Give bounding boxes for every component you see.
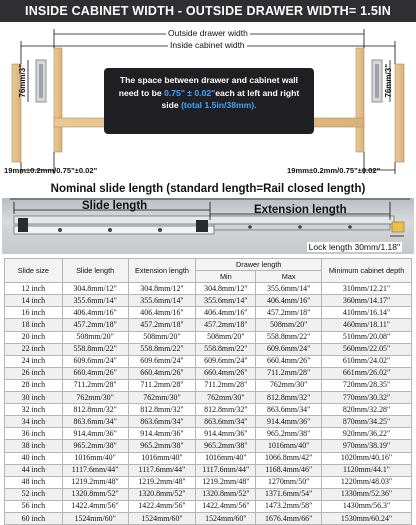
table-cell: 1320.8mm/52": [62, 488, 128, 500]
table-cell: 1422.4mm/56": [196, 500, 256, 512]
table-cell: 406.4mm/16": [256, 295, 322, 307]
table-cell: 12 inch: [5, 283, 63, 295]
extension-length-label: Extension length: [254, 204, 347, 216]
nominal-length-label: Nominal slide length (standard length=Rail closed length): [50, 183, 366, 195]
table-cell: 36 inch: [5, 428, 63, 440]
table-cell: 914.4mm/36": [196, 428, 256, 440]
table-cell: 1330mm/52.36": [322, 488, 412, 500]
table-cell: 1117.6mm/44": [62, 464, 128, 476]
cabinet-diagram: [0, 22, 416, 180]
header-drawer-length: Drawer length: [196, 259, 322, 271]
table-cell: 508mm/20": [256, 319, 322, 331]
table-cell: 609.6mm/24": [196, 355, 256, 367]
table-cell: 1016mm/40": [62, 452, 128, 464]
header-extension-length: Extension length: [128, 259, 196, 283]
table-cell: 711.2mm/28": [256, 367, 322, 379]
gap-callout: [104, 68, 314, 134]
table-cell: 812.8mm/32": [62, 404, 128, 416]
callout-line-3: side (total 1.5in/38mm).: [161, 100, 257, 110]
table-cell: 558.8mm/22": [128, 343, 196, 355]
table-cell: 1473.2mm/58": [256, 500, 322, 512]
table-cell: 38 inch: [5, 440, 63, 452]
drawer-right-side: [356, 48, 364, 152]
table-cell: 920mm/36.22": [322, 428, 412, 440]
header-min-cabinet-depth: Minimum cabinet depth: [322, 259, 412, 283]
table-cell: 863.6mm/34": [62, 416, 128, 428]
table-row: [5, 295, 412, 307]
table-cell: 1168.4mm/46": [256, 464, 322, 476]
table-cell: 52 inch: [5, 488, 63, 500]
table-cell: 870mm/34.25": [322, 416, 412, 428]
table-row: [5, 404, 412, 416]
table-row: [5, 319, 412, 331]
table-cell: 34 inch: [5, 416, 63, 428]
table-cell: 457.2mm/18": [256, 307, 322, 319]
table-cell: 457.2mm/18": [128, 319, 196, 331]
table-cell: 26 inch: [5, 367, 63, 379]
table-cell: 510mm/20.08": [322, 331, 412, 343]
left-height-label: 76mm/3": [18, 64, 27, 98]
table-cell: 762mm/30": [196, 392, 256, 404]
table-cell: 660.4mm/26": [196, 367, 256, 379]
header-drawer-max: Max: [256, 271, 322, 283]
table-cell: 20 inch: [5, 331, 63, 343]
table-cell: 762mm/30": [62, 392, 128, 404]
table-cell: 1524mm/60": [196, 512, 256, 524]
table-cell: 558.8mm/22": [256, 331, 322, 343]
table-cell: 812.8mm/32": [196, 404, 256, 416]
table-row: [5, 440, 412, 452]
table-body: [5, 283, 412, 525]
table-cell: 1220mm/48.03": [322, 476, 412, 488]
left-gap-label: 19mm±0.2mm/0.75"±0.02": [4, 166, 98, 175]
table-cell: 812.8mm/32": [128, 404, 196, 416]
table-cell: 558.8mm/22": [196, 343, 256, 355]
table-cell: 965.2mm/38": [128, 440, 196, 452]
table-cell: 965.2mm/38": [256, 428, 322, 440]
table-cell: 1524mm/60": [128, 512, 196, 524]
table-cell: 1117.6mm/44": [128, 464, 196, 476]
header-slide-length: Slide length: [62, 259, 128, 283]
table-cell: 24 inch: [5, 355, 63, 367]
slide-length-section: [0, 180, 416, 256]
table-cell: 355.6mm/14": [62, 295, 128, 307]
table-cell: 660.4mm/26": [128, 367, 196, 379]
table-row: [5, 392, 412, 404]
table-row: [5, 367, 412, 379]
table-cell: 1676.4mm/66": [256, 512, 322, 524]
table-cell: 48 inch: [5, 476, 63, 488]
table-cell: 660.4mm/26": [256, 355, 322, 367]
table-cell: 914.4mm/36": [256, 416, 322, 428]
table-cell: 610mm/24.02": [322, 355, 412, 367]
table-cell: 355.6mm/14": [256, 283, 322, 295]
table-row: [5, 355, 412, 367]
table-cell: 406.4mm/16": [196, 307, 256, 319]
table-row: [5, 379, 412, 391]
header-drawer-min: Min: [196, 271, 256, 283]
table-row: [5, 476, 412, 488]
table-cell: 457.2mm/18": [62, 319, 128, 331]
right-gap-label: 19mm±0.2mm/0.75"±0.02": [287, 166, 381, 175]
table-cell: 310mm/12.21": [322, 283, 412, 295]
table-row: [5, 464, 412, 476]
table-cell: 14 inch: [5, 295, 63, 307]
table-cell: 304.8mm/12": [62, 283, 128, 295]
page-banner: INSIDE CABINET WIDTH - OUTSIDE DRAWER WIDTH= 1.5IN: [0, 0, 416, 22]
table-cell: 558.8mm/22": [62, 343, 128, 355]
table-cell: 863.6mm/34": [128, 416, 196, 428]
table-cell: 56 inch: [5, 500, 63, 512]
table-cell: 1371.6mm/54": [256, 488, 322, 500]
lock-length-label: Lock length 30mm/1.18": [308, 242, 400, 252]
table-cell: 820mm/32.28": [322, 404, 412, 416]
table-cell: 457.2mm/18": [196, 319, 256, 331]
table-cell: 711.2mm/28": [62, 379, 128, 391]
table-cell: 304.8mm/12": [128, 283, 196, 295]
table-cell: 609.6mm/24": [62, 355, 128, 367]
table-row: [5, 488, 412, 500]
outside-width-label: Outside drawer width: [168, 28, 248, 38]
table-cell: 60 inch: [5, 512, 63, 524]
table-cell: 609.6mm/24": [128, 355, 196, 367]
table-cell: 508mm/20": [128, 331, 196, 343]
table-cell: 1066.8mm/42": [256, 452, 322, 464]
table-cell: 32 inch: [5, 404, 63, 416]
callout-line-2: need to be 0.75" ± 0.02"each at left and right: [118, 87, 300, 98]
table-cell: 1422.4mm/56": [62, 500, 128, 512]
table-cell: 355.6mm/14": [128, 295, 196, 307]
table-cell: 1016mm/40": [128, 452, 196, 464]
table-cell: 40 inch: [5, 452, 63, 464]
table-cell: 770mm/30.32": [322, 392, 412, 404]
table-cell: 1320.8mm/52": [196, 488, 256, 500]
table-cell: 1430mm/56.3": [322, 500, 412, 512]
table-cell: 406.4mm/16": [128, 307, 196, 319]
table-cell: 720mm/28.35": [322, 379, 412, 391]
table-cell: 1117.6mm/44": [196, 464, 256, 476]
table-cell: 762mm/30": [128, 392, 196, 404]
table-cell: 1270mm/50": [256, 476, 322, 488]
table-cell: 1530mm/60.24": [322, 512, 412, 524]
table-cell: 508mm/20": [196, 331, 256, 343]
right-height-label: 76mm/3": [384, 64, 393, 98]
table-cell: 508mm/20": [62, 331, 128, 343]
table-cell: 711.2mm/28": [196, 379, 256, 391]
table-cell: 965.2mm/38": [196, 440, 256, 452]
table-cell: 762mm/30": [256, 379, 322, 391]
table-row: [5, 512, 412, 524]
table-cell: 360mm/14.17": [322, 295, 412, 307]
slide-size-table: [4, 258, 412, 525]
callout-line-1: The space between drawer and cabinet wall: [119, 75, 299, 85]
table-cell: 965.2mm/38": [62, 440, 128, 452]
table-cell: 609.6mm/24": [256, 343, 322, 355]
table-cell: 1219.2mm/48": [128, 476, 196, 488]
table-cell: 1016mm/40": [256, 440, 322, 452]
table-cell: 711.2mm/28": [128, 379, 196, 391]
drawer-left-side: [54, 48, 62, 152]
table-cell: 1020mm/40.16": [322, 452, 412, 464]
table-cell: 914.4mm/36": [128, 428, 196, 440]
header-slide-size: Slide size: [5, 259, 63, 283]
table-cell: 1219.2mm/48": [196, 476, 256, 488]
table-row: [5, 500, 412, 512]
table-row: [5, 452, 412, 464]
table-cell: 812.8mm/32": [256, 392, 322, 404]
table-row: [5, 343, 412, 355]
table-cell: 355.6mm/14": [196, 295, 256, 307]
table-cell: 560mm/22.05": [322, 343, 412, 355]
table-cell: 970mm/38.19": [322, 440, 412, 452]
inside-width-label: Inside cabinet width: [170, 40, 245, 50]
table-row: [5, 307, 412, 319]
table-cell: 1219.2mm/48": [62, 476, 128, 488]
slide-length-label: Slide length: [82, 200, 148, 212]
table-cell: 18 inch: [5, 319, 63, 331]
table-cell: 22 inch: [5, 343, 63, 355]
table-cell: 661mm/26.02": [322, 367, 412, 379]
table-row: [5, 428, 412, 440]
table-cell: 406.4mm/16": [62, 307, 128, 319]
table-row: [5, 283, 412, 295]
table-cell: 1524mm/60": [62, 512, 128, 524]
table-cell: 410mm/16.14": [322, 307, 412, 319]
table-cell: 30 inch: [5, 392, 63, 404]
table-cell: 1422.4mm/56": [128, 500, 196, 512]
cabinet-right-wall: [395, 64, 404, 162]
table-row: [5, 331, 412, 343]
table-cell: 1016mm/40": [196, 452, 256, 464]
table-row: [5, 416, 412, 428]
table-cell: 304.8mm/12": [196, 283, 256, 295]
table-cell: 1320.8mm/52": [128, 488, 196, 500]
table-cell: 44 inch: [5, 464, 63, 476]
table-cell: 863.6mm/34": [196, 416, 256, 428]
table-cell: 28 inch: [5, 379, 63, 391]
table-cell: 1120mm/44.1": [322, 464, 412, 476]
table-cell: 16 inch: [5, 307, 63, 319]
table-cell: 863.6mm/34": [256, 404, 322, 416]
table-cell: 914.4mm/36": [62, 428, 128, 440]
table-cell: 660.4mm/26": [62, 367, 128, 379]
table-cell: 460mm/18.11": [322, 319, 412, 331]
